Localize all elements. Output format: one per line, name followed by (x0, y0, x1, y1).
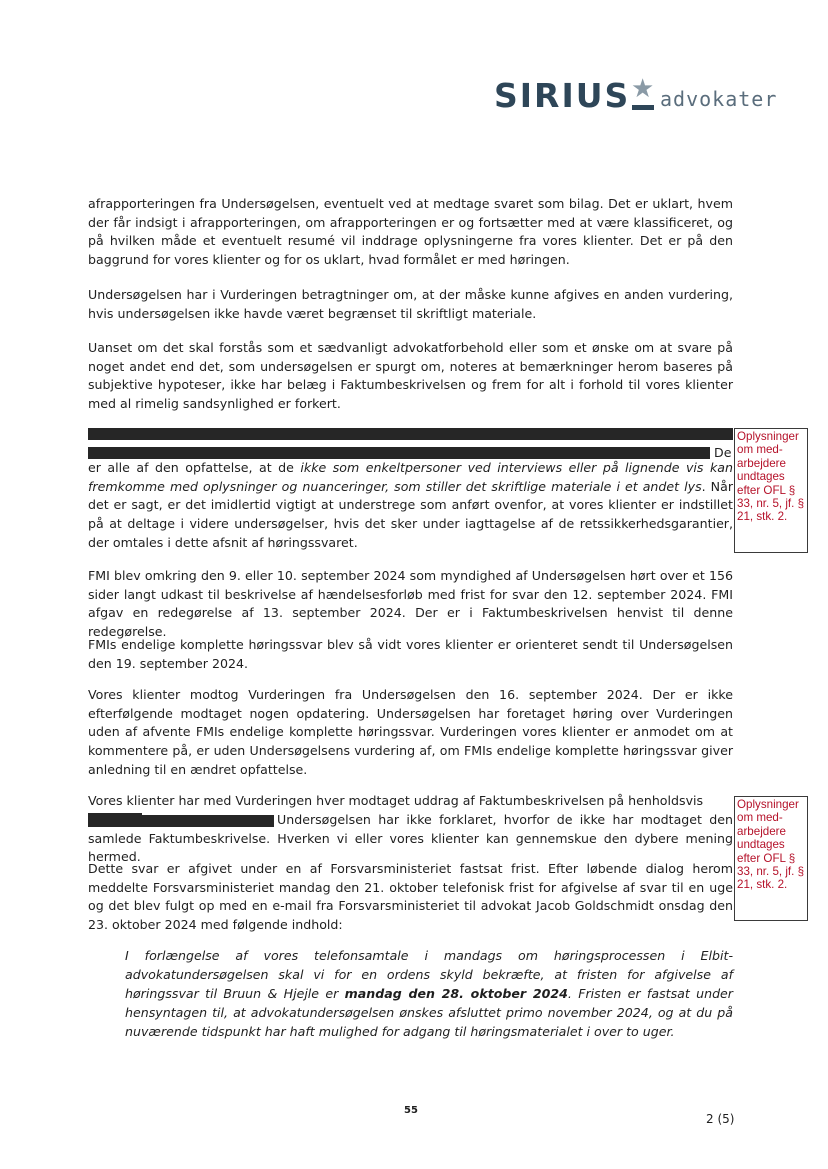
paragraph-8b: Undersøgelsen har ikke forklaret, hvorfor de ikke har modtaget den samlede Faktumbeskrivelse. Hverken vi eller vores klienter kan gennemskue den dybere mening hermed. (88, 812, 733, 865)
logo-bar (632, 105, 654, 110)
paragraph-4-text-b: . Når det er sagt, er det imidlertid vigtigt at understrege som anført ovenfor, at vores klienter er indstillet på at deltage i videre undersøgelser, hvis det sker under iagttagelse af de retssikkerhedsgarantier, der omtales i dette afsnit af høringssvaret. (88, 478, 733, 550)
page-stamp: 55 (404, 1105, 418, 1116)
paragraph-3: Uanset om det skal forstås som et sædvanligt advokatforbehold eller som et ønske om at svare på noget andet end det, som undersøgelsen er spurgt om, noteres at bemærkninger herom baseres på subjektive hypoteser, ikke har belæg i Faktumbeskrivelsen og frem for alt i forhold til vores klienter med al rimelig sandsynlighed er forkert. (88, 340, 733, 412)
paragraph-7: Vores klienter modtog Vurderingen fra Undersøgelsen den 16. september 2024. Der er ikke efterfølgende modtaget nogen opdatering. Undersøgelsen har foretaget høring over Vurderingen uden af afvente FMIs endelige komplette høringssvar. Vurderingen vores klienter er anmodet om at kommentere på, er uden Undersøgelsens vurdering af, om FMIs endelige komplette høringssvar giver anledning til en ændret opfattelse. (88, 687, 733, 777)
paragraph-4-italic: ikke som enkeltpersoner ved interviews eller på lignende vis kan fremkomme med oplysninger og nuanceringer, som stiller det skriftlige materiale i et andet lys (88, 460, 733, 494)
redaction-tail-text: De (714, 445, 732, 460)
paragraph-4-text-a: er alle af den opfattelse, at de (88, 460, 301, 475)
star-icon: ★ (631, 74, 655, 104)
logo-name: SIRIUS (494, 76, 631, 115)
paragraph-9: Dette svar er afgivet under en af Forsvarsministeriet fastsat frist. Efter løbende dialog herom meddelte Forsvarsministeriet mandag den 21. oktober telefonisk frist for afgivelse af svar til en uge og det blev fulgt op med en e-mail fra Forsvarsministeriet til advokat Jacob Goldschmidt onsdag den 23. oktober 2024 med følgende indhold: (88, 861, 733, 933)
paragraph-1: afrapporteringen fra Undersøgelsen, eventuelt ved at medtage svaret som bilag. Det er uklart, hvem der får indsigt i afrapporteringen, om afrapporteringen er og fortsætter med at være klassificeret, og på hvilken måde et eventuelt resumé vil inddrage oplysningerne fra vores klienter. Det er på den baggrund for vores klienter og for os uklart, hvad formålet er med høringen. (88, 196, 733, 268)
paragraph-6: FMIs endelige komplette høringssvar blev så vidt vores klienter er orienteret sendt til Undersøgelsen den 19. september 2024. (88, 637, 733, 671)
quote-text-b: . Fristen er fastsat under hensyntagen til, at advokatundersøgelsen ønskes afsluttet primo november 2024, og at du på nuværende tidspunkt har haft mulighed for adgang til høringsmaterialet i over to uger. (125, 986, 733, 1039)
redaction-bar (88, 447, 710, 459)
redaction-bar (88, 428, 733, 440)
quoted-email (125, 946, 733, 1041)
paragraph-8-text-a: Vores klienter har med Vurderingen hver modtaget uddrag af Faktumbeskrivelsen på henholdsvis (88, 793, 704, 808)
margin-note-1: Oplysninger om med-arbejdere undtages efter OFL § 33, nr. 5, jf. § 21, stk. 2. (734, 428, 808, 553)
quote-text-a: I forlængelse af vores telefonsamtale i mandags om høringsprocessen i Elbit-advokatundersøgelsen skal vi for en ordens skyld bekræfte, at fristen for afgivelse af høringssvar til Bruun & Hjejle er (125, 948, 733, 1001)
paragraph-4 (88, 459, 733, 553)
paragraph-5: FMI blev omkring den 9. eller 10. september 2024 som myndighed af Undersøgelsen hørt over et 156 sider langt udkast til beskrivelse af hændelsesforløb med frist for svar den 12. september 2024. FMI afgav en redegørelse af 13. september 2024. Der er i Faktumbeskrivelsen henvist til denne redegørelse. (88, 568, 733, 640)
quote-bold-date: mandag den 28. oktober 2024 (344, 986, 568, 1001)
paragraph-2: Undersøgelsen har i Vurderingen betragtninger om, at der måske kunne afgives en anden vurdering, hvis undersøgelsen ikke havde været begrænset til skriftligt materiale. (88, 287, 733, 321)
page-count: 2 (5) (706, 1112, 735, 1126)
logo-suffix: advokater (660, 87, 778, 111)
margin-note-2: Oplysninger om med-arbejdere undtages efter OFL § 33, nr. 5, jf. § 21, stk. 2. (734, 796, 808, 921)
